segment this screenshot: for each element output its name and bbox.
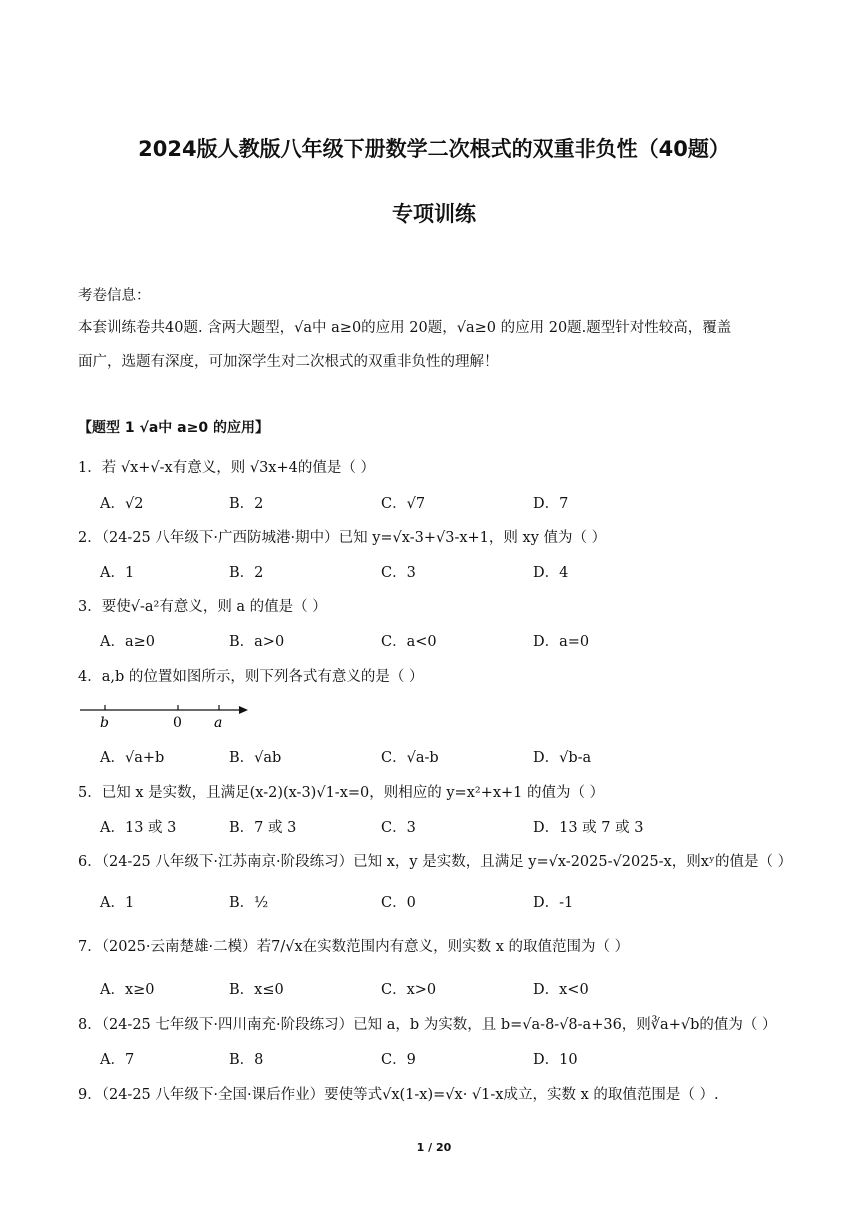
option-d: D．4 — [533, 565, 569, 581]
question-2-options — [0, 563, 868, 585]
option-a: A．√a+b — [100, 750, 165, 766]
question-5-stem: 5．已知 x 是实数，且满足(x-2)(x-3)√1-x=0，则相应的 y=x²+x+1 的值为（ ） — [78, 785, 605, 801]
question-4-stem: 4．a,b 的位置如图所示，则下列各式有意义的是（ ） — [78, 669, 424, 685]
number-line-arrow — [239, 706, 248, 714]
question-3-stem: 3．要使√-a²有意义，则 a 的值是（ ） — [78, 599, 327, 615]
option-b: B．√ab — [229, 750, 282, 766]
question-3-options — [0, 632, 868, 654]
question-1-options — [0, 494, 868, 516]
option-a: A．1 — [100, 895, 135, 911]
question-2-stem: 2．（24-25 八年级下·广西防城港·期中）已知 y=√x-3+√3-x+1，则 xy 值为（ ） — [78, 530, 607, 546]
option-a: A．x≥0 — [100, 982, 155, 998]
question-8-options — [0, 1050, 868, 1072]
option-d: D．13 或 7 或 3 — [533, 820, 644, 836]
info-line-2: 面广，选题有深度，可加深学生对二次根式的双重非负性的理解！ — [78, 354, 499, 370]
option-b: B．7 或 3 — [229, 820, 297, 836]
option-b: B．a>0 — [229, 634, 285, 650]
label-0: 0 — [173, 715, 182, 731]
option-d: D．√b-a — [533, 750, 592, 766]
label-a: a — [214, 715, 223, 731]
option-c: C．3 — [381, 820, 416, 836]
option-b: B．x≤0 — [229, 982, 284, 998]
option-c: C．9 — [381, 1052, 416, 1068]
option-b: B．2 — [229, 496, 264, 512]
question-5-options — [0, 818, 868, 840]
document-subtitle: 专项训练 — [392, 202, 476, 226]
question-1-stem: 1．若 √x+√-x有意义，则 √3x+4的值是（ ） — [78, 460, 375, 476]
option-a: A．7 — [100, 1052, 135, 1068]
question-4-options — [0, 748, 868, 770]
info-label: 考卷信息： — [78, 288, 151, 304]
option-a: A．1 — [100, 565, 135, 581]
option-c: C．0 — [381, 895, 416, 911]
page-number: 1 / 20 — [416, 1141, 452, 1154]
document-title: 2024版人教版八年级下册数学二次根式的双重非负性（40题） — [138, 137, 730, 161]
option-d: D．7 — [533, 496, 569, 512]
option-a: A．a≥0 — [100, 634, 155, 650]
section-heading: 【题型 1 √a中 a≥0 的应用】 — [78, 420, 269, 436]
question-7-stem: 7．（2025·云南楚雄·二模）若7/√x在实数范围内有意义，则实数 x 的取值范围为（ ） — [78, 939, 630, 955]
option-a: A．√2 — [100, 496, 144, 512]
question-9-stem: 9．（24-25 八年级下·全国·课后作业）要使等式√x(1-x)=√x· √1-x成立，实数 x 的取值范围是（ ）. — [78, 1087, 719, 1103]
option-b: B．8 — [229, 1052, 264, 1068]
option-d: D．x<0 — [533, 982, 589, 998]
option-c: C．3 — [381, 565, 416, 581]
label-b: b — [100, 715, 109, 731]
option-d: D．-1 — [533, 895, 574, 911]
question-6-stem: 6．（24-25 八年级下·江苏南京·阶段练习）已知 x，y 是实数，且满足 y=√x-2025-√2025-x，则xʸ的值是（ ） — [78, 854, 793, 870]
option-a: A．13 或 3 — [100, 820, 177, 836]
question-6-options — [0, 893, 868, 915]
option-b: B．½ — [229, 895, 269, 911]
info-line-1: 本套训练卷共40题. 含两大题型，√a中 a≥0的应用 20题，√a≥0 的应用 20题.题型针对性较高，覆盖 — [78, 320, 732, 336]
option-c: C．√7 — [381, 496, 426, 512]
option-c: C．a<0 — [381, 634, 437, 650]
question-7-options — [0, 980, 868, 1002]
option-d: D．a=0 — [533, 634, 590, 650]
option-c: C．√a-b — [381, 750, 439, 766]
option-b: B．2 — [229, 565, 264, 581]
option-c: C．x>0 — [381, 982, 437, 998]
number-line-figure — [78, 700, 258, 734]
question-8-stem: 8．（24-25 七年级下·四川南充·阶段练习）已知 a，b 为实数，且 b=√a-8-√8-a+36，则∛a+√b的值为（ ） — [78, 1017, 777, 1033]
option-d: D．10 — [533, 1052, 578, 1068]
